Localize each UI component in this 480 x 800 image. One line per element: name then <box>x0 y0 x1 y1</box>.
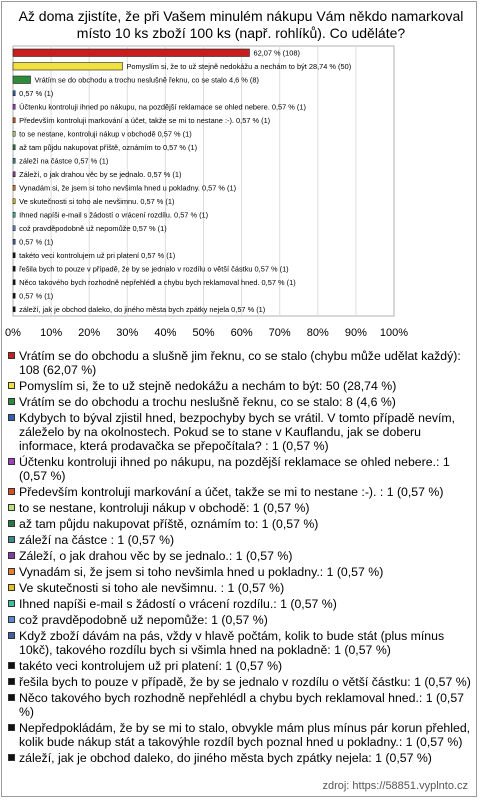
bar-label: Vynadám si, že jsem si toho nevšimla hned u pokladny. 0,57 % (1) <box>19 183 237 193</box>
legend-text: Vynadám si, že jsem si toho nevšimla hned u pokladny.: 1 (0,57 %) <box>19 565 384 579</box>
bar-label: Vrátím se do obchodu a trochu neslušně řeknu, co se stalo 4,6 % (8) <box>34 75 259 85</box>
legend-text: Ihned napíši e-mail s žádostí o vrácení rozdílu.: 1 (0,57 %) <box>19 597 337 611</box>
bar-label: 0,57 % (1) <box>19 237 54 247</box>
legend-text: Nepředpokládám, že by se mi to stalo, obvykle mám plus mínus pár korun přehled, kolik bude nákup stát a takovýhle rozdíl bych poznal hned u pokladny.: 1 (0,57 %) <box>19 721 471 749</box>
legend-swatch <box>8 552 15 559</box>
bar <box>13 239 15 244</box>
x-tick-label: 20% <box>78 327 101 339</box>
x-tick-label: 30% <box>116 327 139 339</box>
legend-item <box>8 517 474 531</box>
x-tick-label: 50% <box>192 327 215 339</box>
x-tick-label: 90% <box>344 327 367 339</box>
bar-label: záleží, jak je obchod daleko, do jiného města bych zpátky nejela 0,57 % (1) <box>19 304 266 314</box>
legend-swatch <box>8 632 15 639</box>
legend-swatch <box>8 382 15 389</box>
bar-label: Především kontroluji markování a účet, takže se mi to nestane :-). 0,57 % (1) <box>19 115 271 125</box>
legend-swatch <box>8 520 15 527</box>
legend-item <box>8 675 474 689</box>
legend-swatch <box>8 678 15 685</box>
bar <box>13 63 122 71</box>
legend-swatch <box>8 458 15 465</box>
legend-item <box>8 485 474 499</box>
legend-item <box>8 613 474 627</box>
bar-label: což pravděpodobně už nepomůže 0,57 % (1) <box>19 223 167 233</box>
legend-item <box>8 751 474 765</box>
chart-title: Až doma zjistíte, že při Vašem minulém nákupu Vám někdo namarkoval místo 10 ks zboží 100 ks (např. rohlíků). Co uděláte? <box>18 8 464 41</box>
legend-item <box>8 721 474 749</box>
legend-text: Něco takového bych rozhodně nepřehlédl a chybu bych reklamoval hned.: 1 (0,57 %) <box>19 691 465 719</box>
legend-text: Vrátím se do obchodu a slušně jim řeknu, co se stalo (chybu může udělat každý): 108 (62,07 %) <box>19 349 461 377</box>
legend-item <box>8 501 474 515</box>
legend-text: záleží na částce : 1 (0,57 %) <box>19 533 175 547</box>
bar <box>13 145 15 150</box>
legend-text: což pravděpodobně už nepomůže: 1 (0,57 %) <box>19 613 268 627</box>
bar <box>13 226 15 231</box>
bar-label: Ihned napíši e-mail s žádostí o vrácení rozdílu. 0,57 % (1) <box>19 210 209 220</box>
legend-text: Kdybych to býval zjistil hned, bezpochyby bych se vrátil. V tomto případě nevím, záleželo by na okolnostech. Pokud se to stane v Kauflandu, jak se doberu informace, která prodavačka se přepočítala? : 1 (0,57 %) <box>19 411 456 453</box>
legend-text: až tam půjdu nakupovat příště, oznámím to: 1 (0,57 %) <box>19 517 319 531</box>
legend-item <box>8 455 474 483</box>
legend-swatch <box>8 414 15 421</box>
legend-text: to se nestane, kontroluji nákup v obchodě: 1 (0,57 %) <box>19 501 310 515</box>
x-tick-label: 0% <box>5 327 21 339</box>
bar <box>13 131 15 136</box>
chart-legend <box>8 349 474 767</box>
bar-label: Pomyslím si, že to už stejně nedokážu a nechám to být 28,74 % (50) <box>126 61 352 71</box>
bar <box>13 172 15 177</box>
bar <box>13 253 15 258</box>
legend-item <box>8 549 474 563</box>
bar <box>13 118 15 123</box>
bar <box>13 91 15 96</box>
bar <box>13 158 15 163</box>
legend-text: Pomyslím si, že to už stejně nedokážu a nechám to být: 50 (28,74 %) <box>19 379 397 393</box>
legend-text: Když zboží dávám na pás, vždy v hlavě počtám, kolik to bude stát (plus mínus 10kč), takového rozdílu bych si všimla hned na pokladně: 1 (0,57 %) <box>19 629 445 657</box>
legend-item <box>8 411 474 453</box>
legend-item <box>8 597 474 611</box>
x-tick-label: 40% <box>154 327 177 339</box>
bar <box>13 266 15 271</box>
bar <box>13 293 15 298</box>
legend-item <box>8 395 474 409</box>
legend-item <box>8 659 474 673</box>
bar <box>13 76 31 84</box>
legend-swatch <box>8 398 15 405</box>
legend-swatch <box>8 568 15 575</box>
bar <box>13 307 15 312</box>
bar-label: až tam půjdu nakupovat příště, oznámím to 0,57 % (1) <box>19 142 198 152</box>
legend-text: Především kontroluji markování a účet, takže se mi to nestane :-). : 1 (0,57 %) <box>19 485 444 499</box>
legend-text: Účtenku kontroluji ihned po nákupu, na pozdější reklamace se ohled nebere.: 1 (0,57 %) <box>19 455 450 483</box>
bar <box>13 104 15 109</box>
bar-label: 0,57 % (1) <box>19 88 54 98</box>
legend-text: Vrátím se do obchodu a trochu neslušně řeknu, co se stalo: 8 (4,6 %) <box>19 395 396 409</box>
legend-swatch <box>8 662 15 669</box>
x-tick-label: 70% <box>268 327 291 339</box>
chart-frame <box>1 1 477 797</box>
legend-swatch <box>8 694 15 701</box>
bar <box>13 49 249 57</box>
x-tick-label: 80% <box>306 327 329 339</box>
bar-label: Něco takového bych rozhodně nepřehlédl a chybu bych reklamoval hned. 0,57 % (1) <box>19 277 296 287</box>
legend-item <box>8 379 474 393</box>
legend-item <box>8 691 474 719</box>
legend-swatch <box>8 504 15 511</box>
bar-label: takéto veci kontrolujem už pri platení 0,57 % (1) <box>19 250 176 260</box>
bar-label: Účtenku kontroluji ihned po nákupu, na pozdější reklamace se ohled nebere. 0,57 % (1) <box>19 102 306 112</box>
bar <box>13 280 15 285</box>
bar <box>13 185 15 190</box>
legend-text: takéto veci kontrolujem už pri platení: 1 (0,57 %) <box>19 659 283 673</box>
bar-label: 62,07 % (108) <box>253 48 300 58</box>
legend-item <box>8 565 474 579</box>
legend-swatch <box>8 600 15 607</box>
legend-text: Ve skutečnosti si toho ale nevšimnu. : 1 (0,57 %) <box>19 581 285 595</box>
legend-swatch <box>8 754 15 761</box>
legend-swatch <box>8 616 15 623</box>
bar-label: to se nestane, kontroluji nákup v obchodě 0,57 % (1) <box>19 129 192 139</box>
legend-text: Záleží, o jak drahou věc by se jednalo.: 1 (0,57 %) <box>19 549 293 563</box>
legend-item <box>8 533 474 547</box>
legend-swatch <box>8 352 15 359</box>
bar-label: řešila bych to pouze v případě, že by se jednalo v rozdílu o větší částku 0,57 % (1) <box>19 264 289 274</box>
x-tick-label: 100% <box>379 327 409 339</box>
legend-item <box>8 581 474 595</box>
x-tick-label: 60% <box>230 327 253 339</box>
legend-swatch <box>8 536 15 543</box>
bar-chart-plot <box>2 2 478 347</box>
bar-label: Záleží, o jak drahou věc by se jednalo. 0,57 % (1) <box>19 169 182 179</box>
legend-swatch <box>8 488 15 495</box>
bar-label: Ve skutečnosti si toho ale nevšimnu. 0,57 % (1) <box>19 196 175 206</box>
bar <box>13 212 15 217</box>
legend-text: řešila bych to pouze v případě, že by se jednalo v rozdílu o větší částku: 1 (0,57 %) <box>19 675 471 689</box>
legend-swatch <box>8 584 15 591</box>
legend-swatch <box>8 724 15 731</box>
bar-label: záleží na částce 0,57 % (1) <box>19 156 109 166</box>
legend-text: záleží, jak je obchod daleko, do jiného města bych zpátky nejela: 1 (0,57 %) <box>19 751 432 765</box>
legend-item <box>8 349 474 377</box>
bar <box>13 199 15 204</box>
x-tick-label: 10% <box>40 327 63 339</box>
source-note: zdroj: https://58851.vyplnto.cz <box>322 780 468 792</box>
legend-item <box>8 629 474 657</box>
bar-label: 0,57 % (1) <box>19 291 54 301</box>
